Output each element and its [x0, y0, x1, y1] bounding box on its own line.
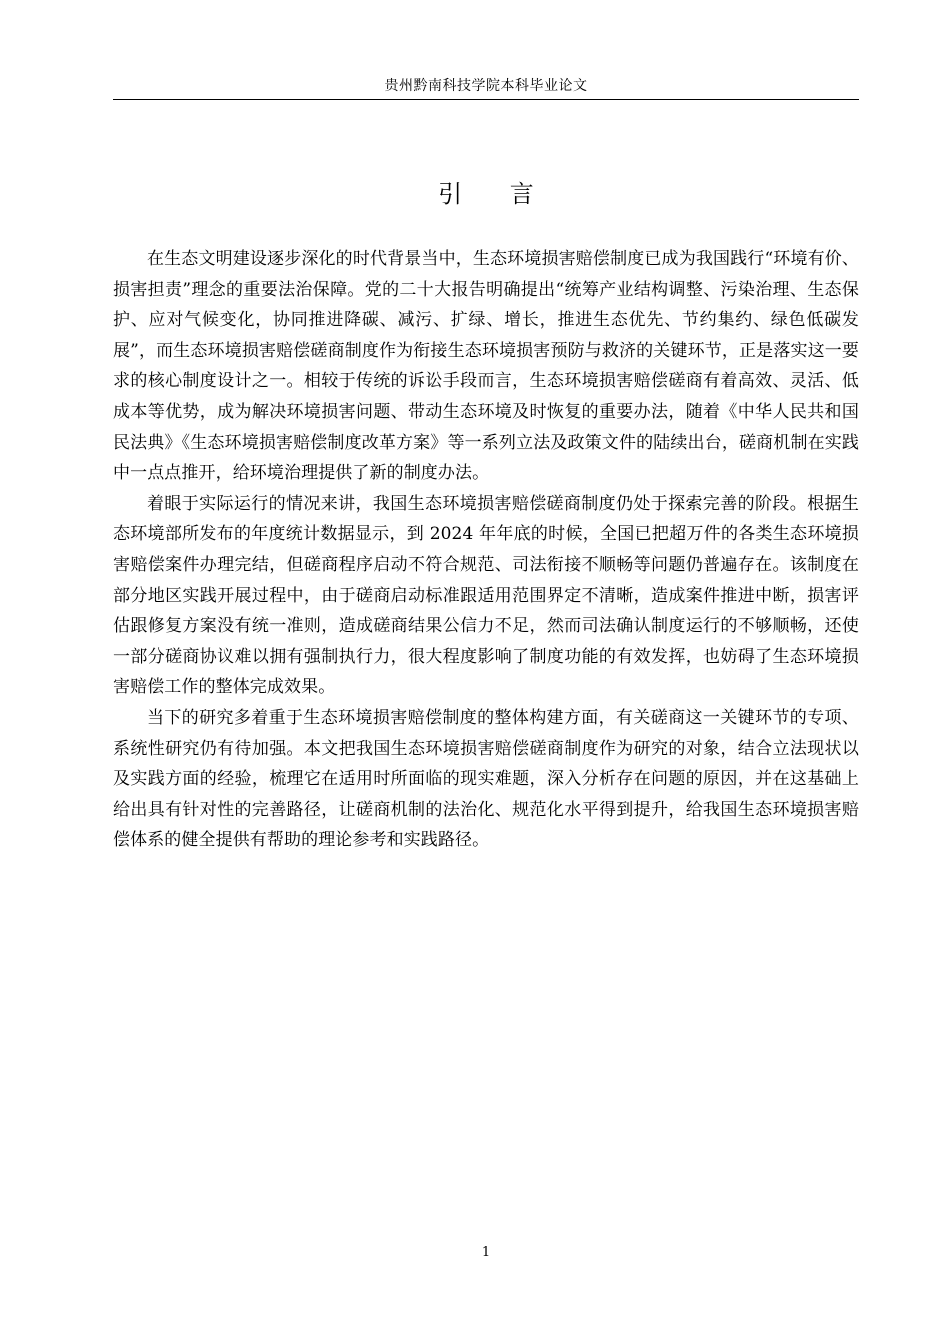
page-number: 1: [481, 1245, 491, 1260]
chapter-title: 引 言: [438, 180, 554, 208]
paragraph: 在生态文明建设逐步深化的时代背景当中，生态环境损害赔偿制度已成为我国践行“环境有价、损害担责”理念的重要法治保障。党的二十大报告明确提出“统筹产业结构调整、污染治理、生态保护、应对气候变化，协同推进降碳、减污、扩绿、增长，推进生态优先、节约集约、绿色低碳发展”，而生态环境损害赔偿磋商制度作为衔接生态环境损害预防与救济的关键环节，正是落实这一要求的核心制度设计之一。相较于传统的诉讼手段而言，生态环境损害赔偿磋商有着高效、灵活、低成本等优势，成为解决环境损害问题、带动生态环境及时恢复的重要办法，随着《中华人民共和国民法典》《生态环境损害赔偿制度改革方案》等一系列立法及政策文件的陆续出台，磋商机制在实践中一点点推开，给环境治理提供了新的制度办法。: [113, 249, 859, 484]
body-text: [113, 244, 859, 856]
header-rule: [113, 99, 859, 100]
paragraph: 着眼于实际运行的情况来讲，我国生态环境损害赔偿磋商制度仍处于探索完善的阶段。根据生态环境部所发布的年度统计数据显示，到 2024 年年底的时候，全国已把超万件的各类生态环境损害赔偿案件办理完结，但磋商程序启动不符合规范、司法衔接不顺畅等问题仍普遍存在。该制度在部分地区实践开展过程中，由于磋商启动标准跟适用范围界定不清晰，造成案件推进中断，损害评估跟修复方案没有统一准则，造成磋商结果公信力不足，然而司法确认制度运行的不够顺畅，还使一部分磋商协议难以拥有强制执行力，很大程度影响了制度功能的有效发挥，也妨碍了生态环境损害赔偿工作的整体完成效果。: [113, 493, 859, 698]
paragraph: 当下的研究多着重于生态环境损害赔偿制度的整体构建方面，有关磋商这一关键环节的专项、系统性研究仍有待加强。本文把我国生态环境损害赔偿磋商制度作为研究的对象，结合立法现状以及实践方面的经验，梳理它在适用时所面临的现实难题，深入分析存在问题的原因，并在这基础上给出具有针对性的完善路径，让磋商机制的法治化、规范化水平得到提升，给我国生态环境损害赔偿体系的健全提供有帮助的理论参考和实践路径。: [113, 707, 859, 851]
running-header: 贵州黔南科技学院本科毕业论文: [384, 78, 588, 94]
